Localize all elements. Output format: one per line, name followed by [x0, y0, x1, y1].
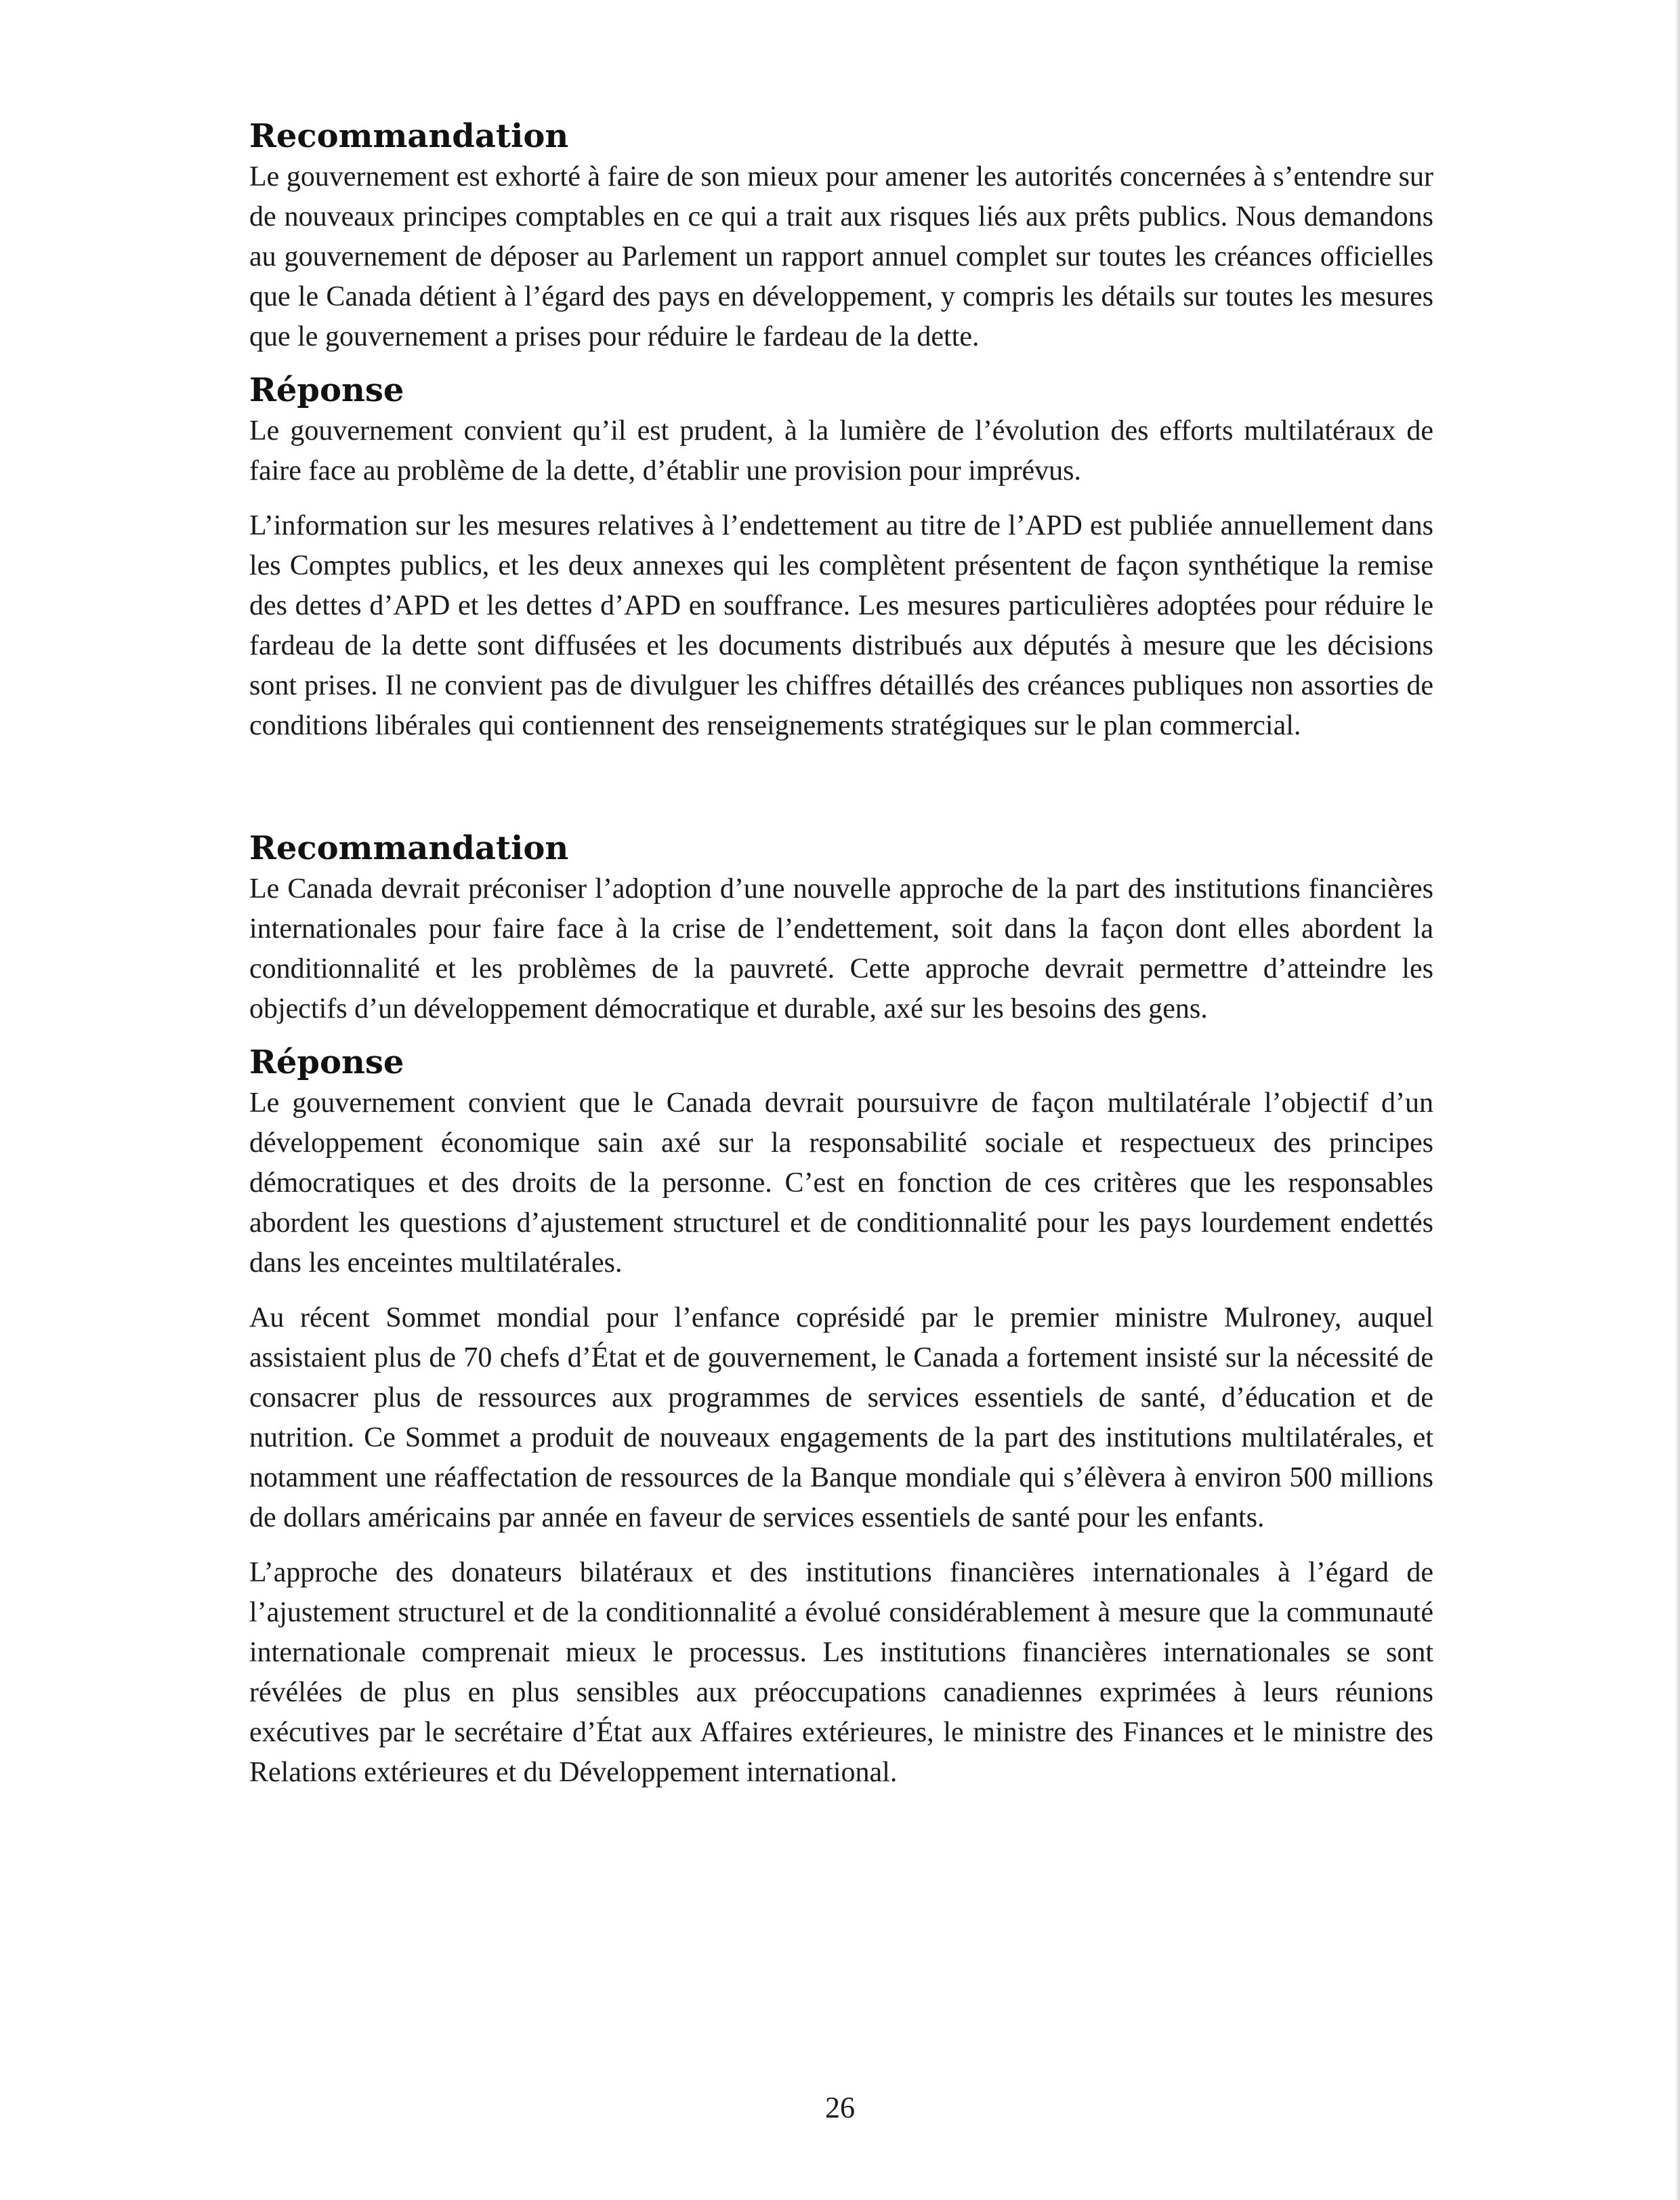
- section-reponse-1: [249, 369, 1433, 746]
- paragraph: Au récent Sommet mondial pour l’enfance coprésidé par le premier ministre Mulroney, auquel assistaient plus de 70 chefs d’État et de gouvernement, le Canada a fortement insisté sur la nécessité de consacrer plus de ressources aux programmes de services essentiels de santé, d’éducation et de nutrition. Ce Sommet a produit de nouveaux engagements de la part des institutions multilatérales, et notamment une réaffectation de ressources de la Banque mondiale qui s’élèvera à environ 500 millions de dollars américains par année en faveur de services essentiels de santé pour les enfants.: [249, 1302, 1433, 1533]
- section-heading: Réponse: [249, 371, 404, 409]
- section-heading: Recommandation: [249, 829, 569, 867]
- paragraph: L’approche des donateurs bilatéraux et des institutions financières internationales à l’égard de l’ajustement structurel et de la conditionnalité a évolué considérablement à mesure que la communauté internationale comprenait mieux le processus. Les institutions financières internationales se sont révélées de plus en plus sensibles aux préoccupations canadiennes exprimées à leurs réunions exécutives par le secrétaire d’État aux Affaires extérieures, le ministre des Finances et le ministre des Relations extérieures et du Développement international.: [249, 1557, 1433, 1788]
- paragraph: Le gouvernement est exhorté à faire de son mieux pour amener les autorités concernées à s’entendre sur de nouveaux principes comptables en ce qui a trait aux risques liés aux prêts publics. Nous demandons au gouvernement de déposer au Parlement un rapport annuel complet sur toutes les créances officielles que le Canada détient à l’égard des pays en développement, y compris les détails sur toutes les mesures que le gouvernement a prises pour réduire le fardeau de la dette.: [249, 161, 1433, 352]
- paragraph: L’information sur les mesures relatives à l’endettement au titre de l’APD est publiée annuellement dans les Comptes publics, et les deux annexes qui les complètent présentent de façon synthétique la remise des dettes d’APD et les dettes d’APD en souffrance. Les mesures particulières adoptées pour réduire le fardeau de la dette sont diffusées et les documents distribués aux députés à mesure que les décisions sont prises. Il ne convient pas de divulguer les chiffres détaillés des créances publiques non assorties de conditions libérales qui contiennent des renseignements stratégiques sur le plan commercial.: [249, 510, 1433, 741]
- scan-edge-shadow: [1675, 0, 1680, 2200]
- page-number: 26: [825, 2091, 855, 2124]
- paragraph: Le gouvernement convient qu’il est prudent, à la lumière de l’évolution des efforts multilatéraux de faire face au problème de la dette, d’établir une provision pour imprévus.: [249, 415, 1433, 486]
- section-recommandation-1: [249, 115, 1433, 357]
- page-content: [249, 115, 1433, 1793]
- section-reponse-2: [249, 1041, 1433, 1793]
- paragraph: Le gouvernement convient que le Canada devrait poursuivre de façon multilatérale l’objectif d’un développement économique sain axé sur la responsabilité sociale et respectueux des principes démocratiques et des droits de la personne. C’est en fonction de ces critères que les responsables abordent les questions d’ajustement structurel et de conditionnalité pour les pays lourdement endettés dans les enceintes multilatérales.: [249, 1087, 1433, 1279]
- section-recommandation-2: [249, 827, 1433, 1029]
- section-heading: Recommandation: [249, 117, 569, 155]
- paragraph: Le Canada devrait préconiser l’adoption d’une nouvelle approche de la part des institutions financières internationales pour faire face à la crise de l’endettement, soit dans la façon dont elles abordent la conditionnalité et les problèmes de la pauvreté. Cette approche devrait permettre d’atteindre les objectifs d’un développement démocratique et durable, axé sur les besoins des gens.: [249, 873, 1433, 1024]
- section-heading: Réponse: [249, 1043, 404, 1081]
